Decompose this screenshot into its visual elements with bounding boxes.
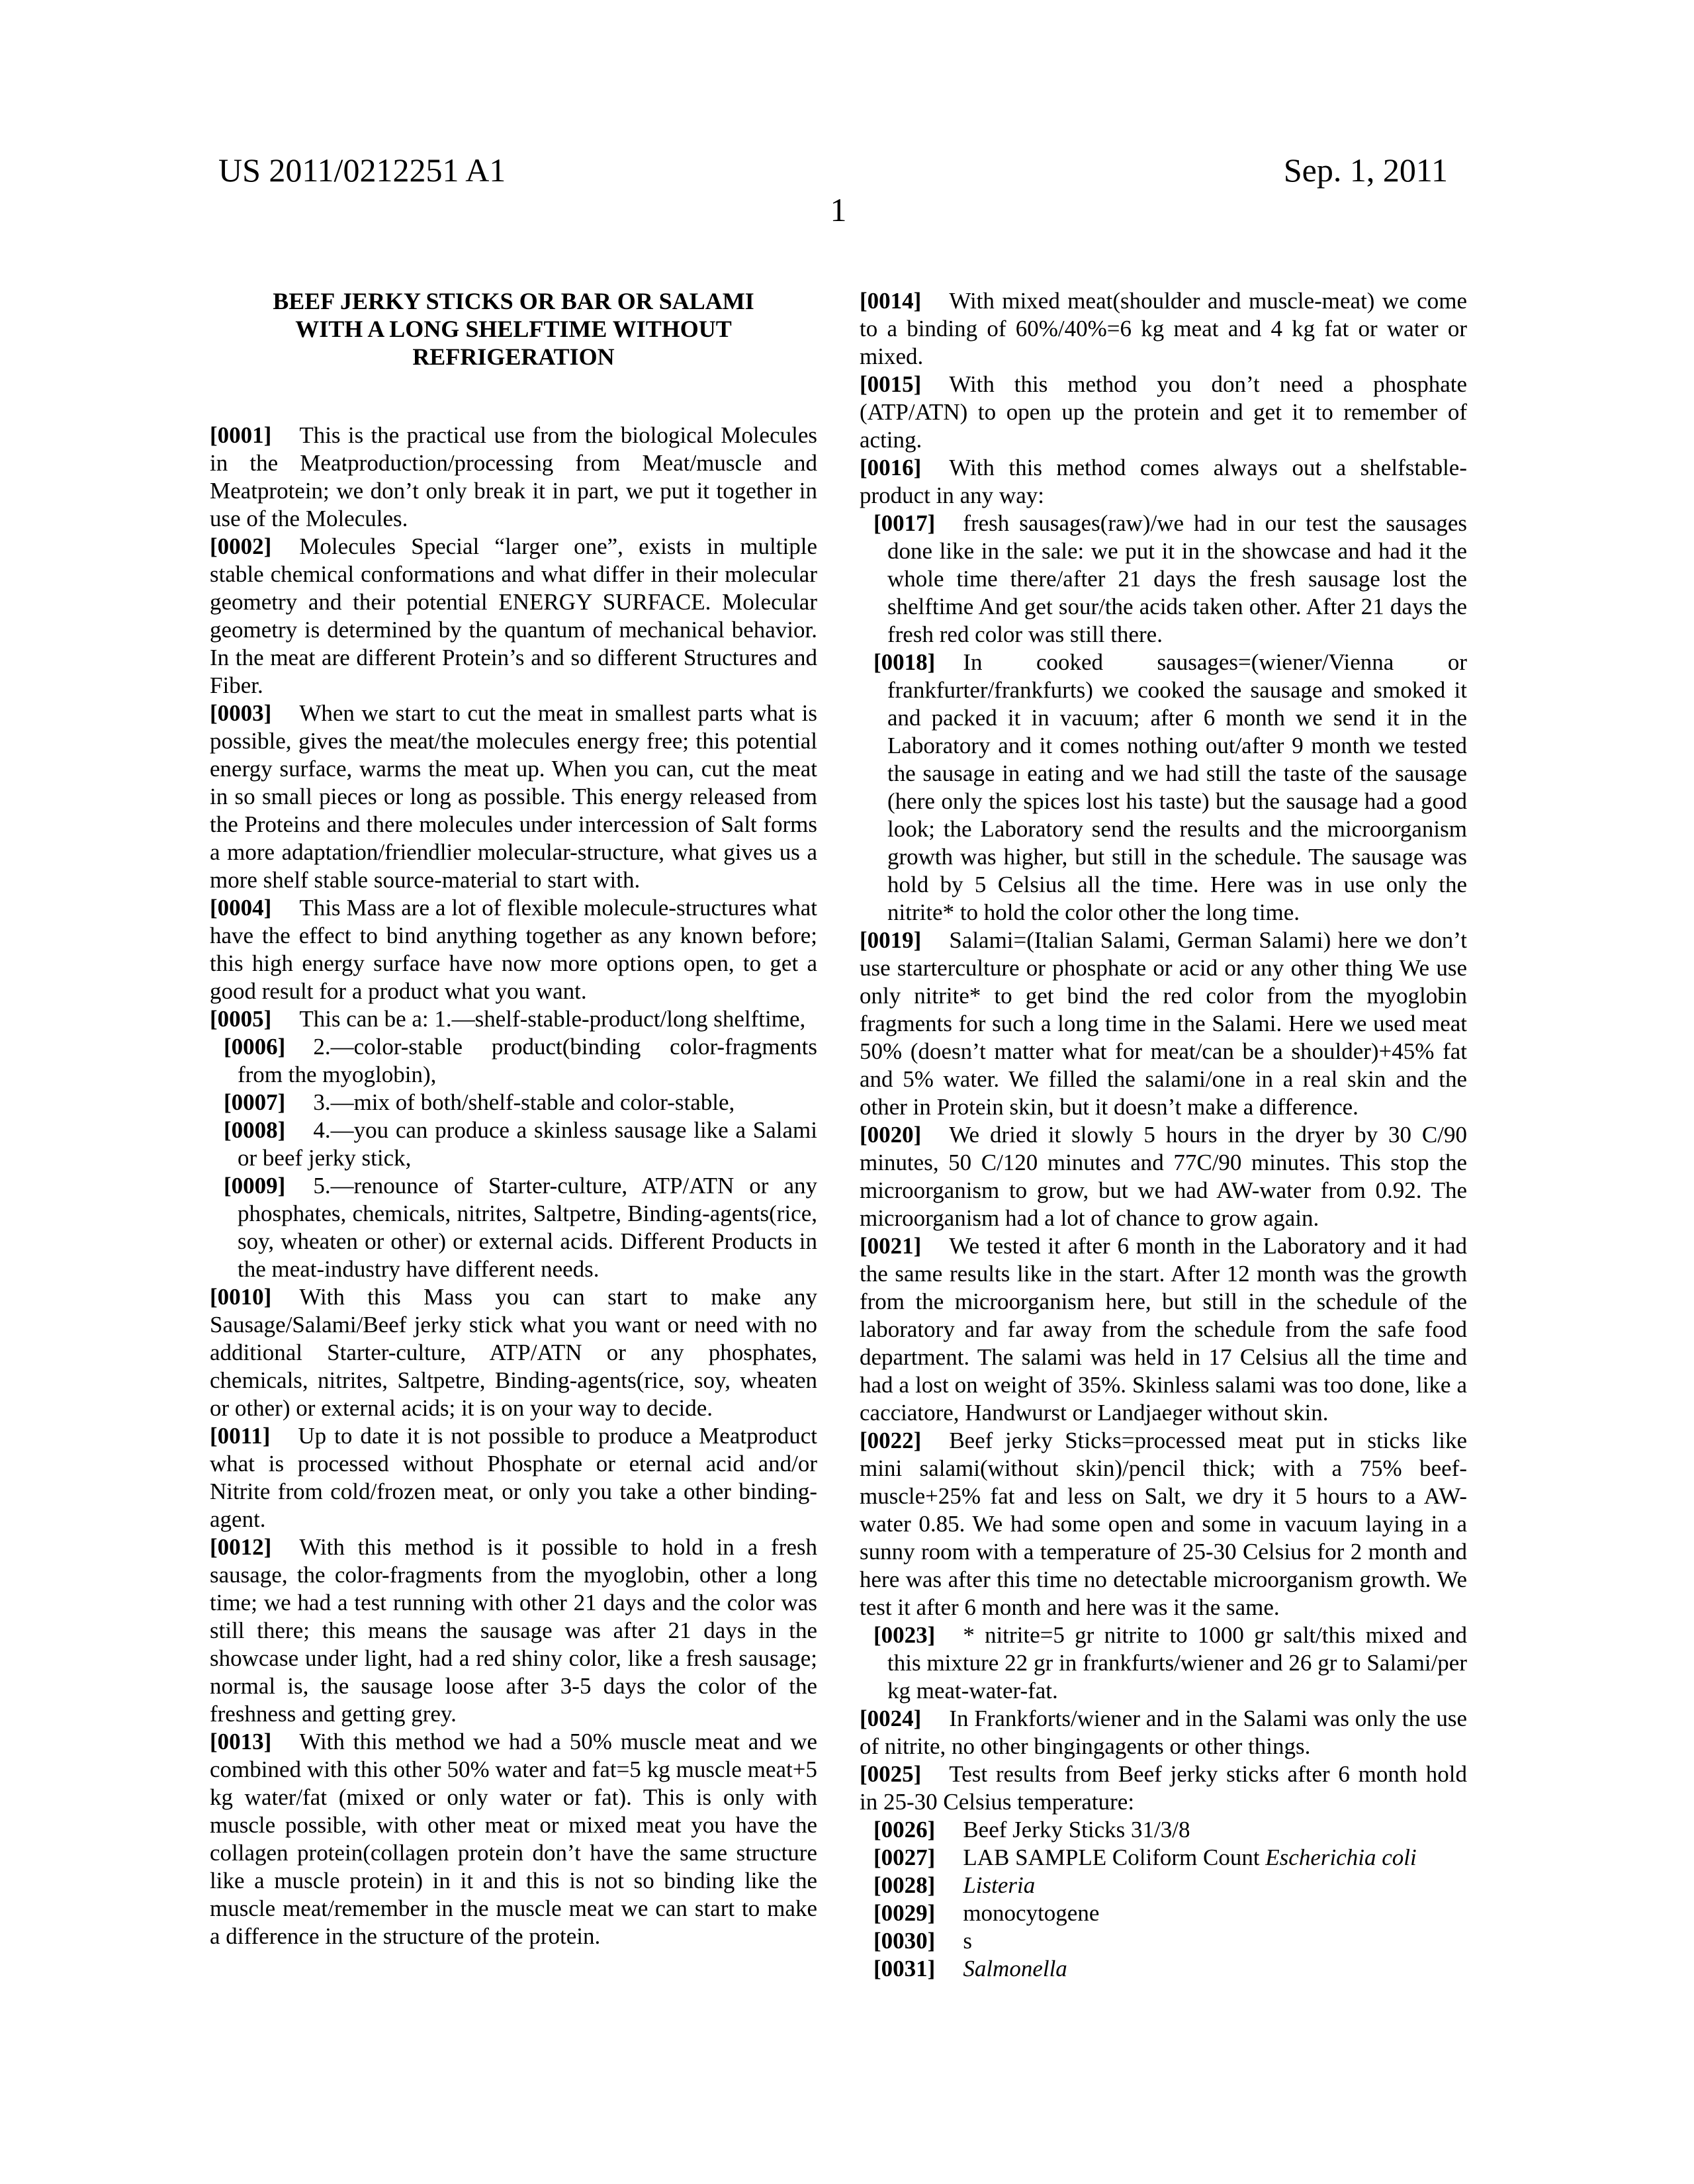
paragraph-0022 (860, 1427, 1467, 1621)
paragraph-0031 (860, 1955, 1467, 1983)
right-column-paragraphs (860, 287, 1467, 1983)
text-run: LAB SAMPLE Coliform Count (963, 1844, 1266, 1870)
text-run: 2.—color-stable product(binding color-fragments from the myoglobin), (238, 1034, 817, 1087)
text-run: Molecules Special “larger one”, exists in multiple stable chemical conformations and what differ in their molecular geometry and their potential ENERGY SURFACE. Molecular geometry is determined by the quantum of mechanical behavior. In the meat are different Protein’s and so different Structures and Fiber. (210, 533, 817, 698)
paragraph-0002 (210, 533, 817, 700)
italic-text-run: Salmonella (963, 1956, 1067, 1981)
paragraph-number: [0027] (873, 1844, 936, 1870)
paragraph-0026 (860, 1816, 1467, 1844)
paragraph-0016 (860, 454, 1467, 510)
paragraph-number: [0005] (210, 1006, 272, 1032)
patent-title: BEEF JERKY STICKS OR BAR OR SALAMI WITH A LONG SHELFTIME WITHOUT REFRIGERATION (273, 288, 754, 370)
paragraph-number: [0009] (224, 1173, 286, 1199)
paragraph-number: [0029] (873, 1900, 936, 1926)
paragraph-number: [0020] (860, 1122, 922, 1148)
paragraph-number: [0025] (860, 1761, 922, 1787)
italic-text-run: Escherichia coli (1265, 1844, 1417, 1870)
text-run: When we start to cut the meat in smallest parts what is possible, gives the meat/the molecules energy free; this potential energy surface, warms the meat up. When you can, cut the meat in so small pieces or long as possible. This energy released from the Proteins and there molecules under intercession of Salt forms a more adaptation/friendlier molecular-structure, what gives us a more shelf stable source-material to start with. (210, 700, 817, 893)
paragraph-0004 (210, 894, 817, 1005)
paragraph-number: [0021] (860, 1233, 922, 1259)
text-run: In cooked sausages=(wiener/Vienna or frankfurter/frankfurts) we cooked the sausage and smoked it and packed it in vacuum; after 6 month we send it in the Laboratory and it comes nothing out/after 9 month we tested the sausage in eating and we had still the taste of the sausage (here only the spices lost his taste) but the sausage had a good look; the Laboratory send the results and the microorganism growth was higher, but still in the schedule. The sausage was hold by 5 Celsius all the time. Here was in use only the nitrite* to hold the color other the long time. (887, 649, 1467, 925)
paragraph-0008 (210, 1116, 817, 1172)
paragraph-0025 (860, 1760, 1467, 1816)
text-run: With this method you don’t need a phosphate (ATP/ATN) to open up the protein and get it to remember of acting. (860, 371, 1467, 453)
paragraph-number: [0003] (210, 700, 272, 726)
paragraph-0010 (210, 1283, 817, 1422)
paragraph-number: [0022] (860, 1428, 922, 1453)
paragraph-number: [0024] (860, 1706, 922, 1731)
paragraph-0027 (860, 1844, 1467, 1872)
paragraph-number: [0010] (210, 1284, 272, 1310)
paragraph-0019 (860, 927, 1467, 1121)
paragraph-number: [0014] (860, 288, 922, 314)
paragraph-number: [0017] (873, 510, 936, 536)
paragraph-0003 (210, 700, 817, 894)
text-run: With this method we had a 50% muscle meat and we combined with this other 50% water and fat=5 kg muscle meat+5 kg water/fat (mixed or only water or fat). This is only with muscle possible, with other meat or mixed meat you have the collagen protein(collagen protein don’t have the same structure like a muscle protein) in it and this is not so binding like the muscle meat/remember in the muscle meat we can start to make a difference in the structure of the protein. (210, 1729, 817, 1949)
paragraph-number: [0018] (873, 649, 936, 675)
text-run: In Frankforts/wiener and in the Salami was only the use of nitrite, no other bingingagents or other things. (860, 1706, 1467, 1759)
text-run: Test results from Beef jerky sticks after 6 month hold in 25-30 Celsius temperature: (860, 1761, 1467, 1815)
text-run: Beef jerky Sticks=processed meat put in sticks like mini salami(without skin)/pencil thick; with a 75% beef-muscle+25% fat and less on Salt, we dry it 5 hours to a AW-water 0.85. We had some open and some in vacuum laying in a sunny room with a temperature of 25-30 Celsius for 2 month and here was after this time no detectable microorganism growth. We test it after 6 month and here was it the same. (860, 1428, 1467, 1620)
text-run: With this method is it possible to hold in a fresh sausage, the color-fragments from the myoglobin, other a long time; we had a test running with other 21 days and the color was still there; this means the sausage was after 21 days in the showcase under light, had a red shiny color, like a fresh sausage; normal is, the sausage loose after 3-5 days the color of the freshness and getting grey. (210, 1534, 817, 1727)
text-run: We tested it after 6 month in the Laboratory and it had the same results like in the start. After 12 month was the growth from the microorganism here, but still in the schedule of the laboratory and far away from the schedule from the safe food department. The salami was held in 17 Celsius all the time and had a lost on weight of 35%. Skinless salami was too done, like a cacciatore, Handwurst or Landjaeger without skin. (860, 1233, 1467, 1426)
paragraph-number: [0013] (210, 1729, 272, 1754)
paragraph-number: [0028] (873, 1872, 936, 1898)
text-run: This can be a: 1.—shelf-stable-product/long shelftime, (299, 1006, 806, 1032)
text-run: With this Mass you can start to make any Sausage/Salami/Beef jerky stick what you want or need with no additional Starter-culture, ATP/ATN or any phosphates, chemicals, nitrites, Saltpetre, Binding-agents(rice, soy, wheaten or other) or external acids; it is on your way to decide. (210, 1284, 817, 1421)
paragraph-0023 (860, 1621, 1467, 1705)
text-run: 4.—you can produce a skinless sausage like a Salami or beef jerky stick, (238, 1117, 817, 1171)
page-number: 1 (830, 191, 847, 228)
text-run: monocytogene (963, 1900, 1100, 1926)
paragraph-0005 (210, 1005, 817, 1033)
paragraph-number: [0015] (860, 371, 922, 397)
text-run: This Mass are a lot of flexible molecule-structures what have the effect to bind anything together as any known before; this high energy surface have now more options open, to get a good result for a product what you want. (210, 895, 817, 1004)
paragraph-number: [0007] (224, 1089, 286, 1115)
paragraph-0014 (860, 287, 1467, 371)
paragraph-0024 (860, 1705, 1467, 1760)
italic-text-run: Listeria (963, 1872, 1036, 1898)
paragraph-0013 (210, 1728, 817, 1950)
paragraph-number: [0004] (210, 895, 272, 921)
text-run: Up to date it is not possible to produce a Meatproduct what is processed without Phosphate or eternal acid and/or Nitrite from cold/frozen meat, or only you take a other binding-agent. (210, 1423, 817, 1532)
left-column-paragraphs (210, 422, 817, 1950)
paragraph-0001 (210, 422, 817, 533)
text-run: s (963, 1928, 972, 1954)
text-run: Salami=(Italian Salami, German Salami) here we don’t use starterculture or phosphate or acid or any other thing We use only nitrite* to get bind the red color from the myoglobin fragments for such a long time in the Salami. Here we used meat 50% (doesn’t matter what for meat/can be a shoulder)+45% fat and 5% water. We filled the salami/one in a real skin and the other in Protein skin, but it doesn’t make a difference. (860, 927, 1467, 1120)
paragraph-number: [0002] (210, 533, 272, 559)
paragraph-number: [0026] (873, 1817, 936, 1843)
paragraph-number: [0019] (860, 927, 922, 953)
paragraph-0030 (860, 1927, 1467, 1955)
text-run: With this method comes always out a shelfstable-product in any way: (860, 455, 1467, 508)
text-run: Beef Jerky Sticks 31/3/8 (963, 1817, 1190, 1843)
two-column-body (210, 287, 1467, 1983)
publication-number: US 2011/0212251 A1 (218, 152, 506, 189)
paragraph-0007 (210, 1089, 817, 1116)
text-run: This is the practical use from the biological Molecules in the Meatproduction/processing from Meat/muscle and Meatprotein; we don’t only break it in part, we put it together in use of the Molecules. (210, 422, 817, 531)
text-run: We dried it slowly 5 hours in the dryer by 30 C/90 minutes, 50 C/120 minutes and 77C/90 minutes. This stop the microorganism to grow, but we had AW-water from 0.92. The microorganism had a lot of chance to grow again. (860, 1122, 1467, 1231)
page-header (218, 154, 1448, 187)
paragraph-0028 (860, 1872, 1467, 1899)
paragraph-number: [0011] (210, 1423, 271, 1449)
text-run: 3.—mix of both/shelf-stable and color-stable, (313, 1089, 735, 1115)
paragraph-0015 (860, 371, 1467, 454)
paragraph-0017 (860, 510, 1467, 649)
paragraph-0006 (210, 1033, 817, 1089)
paragraph-number: [0006] (224, 1034, 286, 1060)
paragraph-0021 (860, 1232, 1467, 1427)
paragraph-0012 (210, 1533, 817, 1728)
text-run: fresh sausages(raw)/we had in our test the sausages done like in the sale: we put it in the showcase and had it the whole time there/after 21 days the fresh sausage lost the shelftime And get sour/the acids taken other. After 21 days the fresh red color was still there. (887, 510, 1467, 647)
paragraph-number: [0030] (873, 1928, 936, 1954)
paragraph-number: [0001] (210, 422, 272, 448)
paragraph-number: [0016] (860, 455, 922, 480)
paragraph-number: [0008] (224, 1117, 286, 1143)
paragraph-0018 (860, 649, 1467, 927)
left-column (210, 287, 817, 1983)
paragraph-number: [0023] (873, 1622, 936, 1648)
text-run: With mixed meat(shoulder and muscle-meat) we come to a binding of 60%/40%=6 kg meat and 4 kg fat or water or mixed. (860, 288, 1467, 369)
right-column (860, 287, 1467, 1983)
paragraph-0011 (210, 1422, 817, 1533)
paragraph-0020 (860, 1121, 1467, 1232)
paragraph-number: [0012] (210, 1534, 272, 1560)
paragraph-0029 (860, 1899, 1467, 1927)
paragraph-number: [0031] (873, 1956, 936, 1981)
publication-date: Sep. 1, 2011 (1283, 152, 1448, 189)
paragraph-0009 (210, 1172, 817, 1283)
text-run: * nitrite=5 gr nitrite to 1000 gr salt/this mixed and this mixture 22 gr in frankfurts/wiener and 26 gr to Salami/per kg meat-water-fat. (887, 1622, 1467, 1704)
text-run: 5.—renounce of Starter-culture, ATP/ATN or any phosphates, chemicals, nitrites, Saltpetre, Binding-agents(rice, soy, wheaten or other) or external acids. Different Products in the meat-industry have different needs. (238, 1173, 817, 1282)
